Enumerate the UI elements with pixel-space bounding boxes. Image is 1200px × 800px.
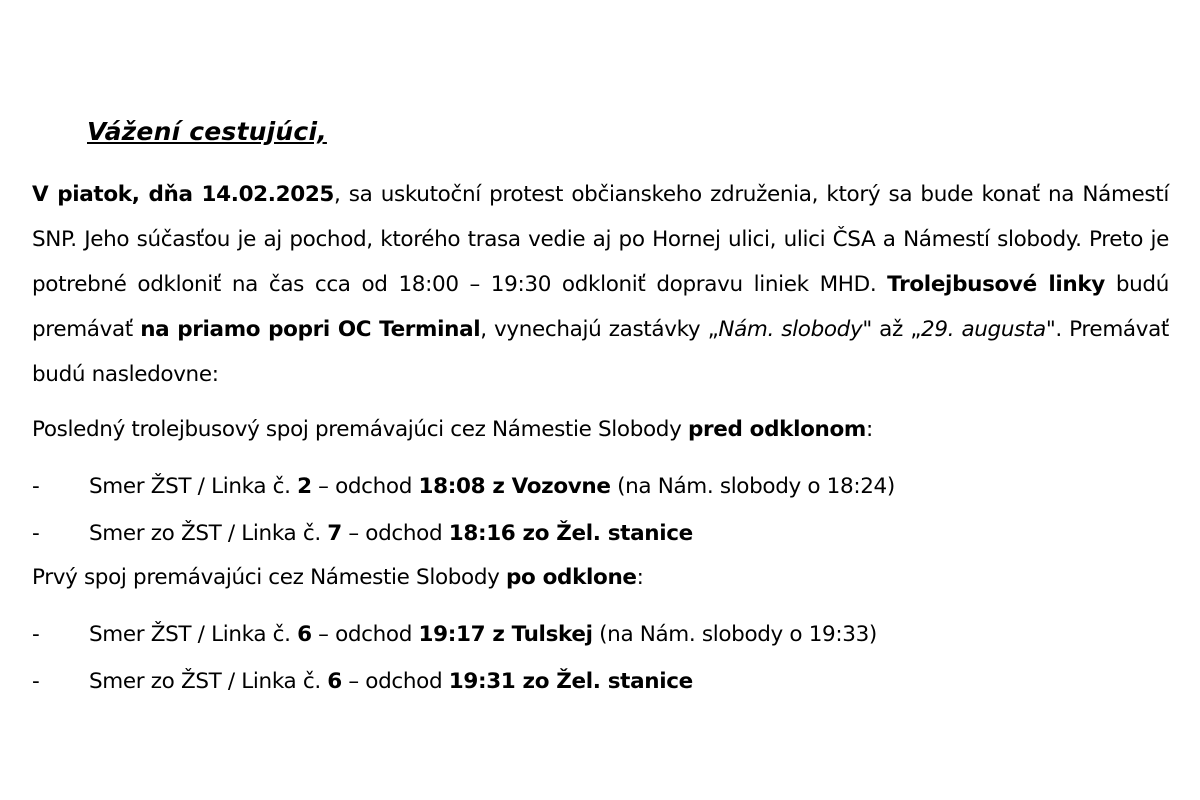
departure-time: 19:31 zo Žel. stanice	[448, 669, 693, 694]
after-detour-emphasis: po odklone	[506, 565, 637, 590]
intro-text-3: , vynechajú zastávky „	[480, 317, 719, 342]
dash-bullet-icon: -	[32, 622, 40, 647]
stop-name-29-augusta: 29. augusta	[921, 317, 1046, 342]
before-detour-list	[32, 463, 1169, 557]
date-announcement: V piatok, dňa 14.02.2025	[32, 182, 335, 207]
line-number: 2	[297, 474, 312, 499]
after-detour-lead-text: Prvý spoj premávajúci cez Námestie Slobody	[32, 565, 507, 590]
line-number: 7	[327, 521, 342, 546]
departure-note: (na Nám. slobody o 18:24)	[610, 474, 895, 499]
departure-label: – odchod	[341, 669, 449, 694]
departure-note: (na Nám. slobody o 19:33)	[592, 622, 877, 647]
after-detour-colon: :	[636, 565, 644, 590]
list-item	[32, 463, 1169, 510]
before-detour-lead-text: Posledný trolejbusový spoj premávajúci cez Námestie Slobody	[32, 417, 688, 442]
stop-name-nam-slobody: Nám. slobody	[718, 317, 863, 342]
route-change-label: na priamo popri OC Terminal	[140, 317, 481, 342]
before-detour-colon: :	[865, 417, 873, 442]
intro-paragraph	[32, 172, 1169, 397]
direction-line-label: Smer ŽST / Linka č.	[89, 474, 298, 499]
direction-line-label: Smer zo ŽST / Linka č.	[89, 521, 328, 546]
direction-line-label: Smer zo ŽST / Linka č.	[89, 669, 328, 694]
departure-time: 18:16 zo Žel. stanice	[448, 521, 693, 546]
greeting-heading: Vážení cestujúci,	[87, 117, 327, 146]
list-item	[32, 510, 1169, 557]
before-detour-lead	[32, 415, 1169, 445]
notice-document	[32, 112, 1169, 705]
line-number: 6	[327, 669, 342, 694]
direction-line-label: Smer ŽST / Linka č.	[89, 622, 298, 647]
intro-text-4: " až „	[862, 317, 922, 342]
after-detour-lead	[32, 563, 1169, 593]
intro-text-5: ". Premávať budú nasledovne:	[32, 317, 1170, 387]
line-number: 6	[297, 622, 312, 647]
departure-time: 18:08 z Vozovne	[418, 474, 611, 499]
dash-bullet-icon: -	[32, 521, 40, 546]
before-detour-emphasis: pred odklonom	[687, 417, 866, 442]
trolleybus-lines-label: Trolejbusové linky	[887, 272, 1105, 297]
dash-bullet-icon: -	[32, 669, 40, 694]
departure-time: 19:17 z Tulskej	[418, 622, 593, 647]
departure-label: – odchod	[341, 521, 449, 546]
list-item	[32, 611, 1169, 658]
departure-label: – odchod	[311, 622, 419, 647]
list-item	[32, 658, 1169, 705]
departure-label: – odchod	[311, 474, 419, 499]
after-detour-list	[32, 611, 1169, 705]
dash-bullet-icon: -	[32, 474, 40, 499]
intro-text-2: budú premávať	[32, 272, 1169, 342]
intro-text-1: , sa uskutoční protest občianskeho združenia, ktorý sa bude konať na Námestí SNP. Jeho súčasťou je aj pochod, ktorého trasa vedie aj po Hornej ulici, ulici ČSA a Námestí slobody. Preto je potrebné odkloniť na čas cca od 18:00 – 19:30 odkloniť dopravu liniek MHD.	[32, 182, 1169, 297]
